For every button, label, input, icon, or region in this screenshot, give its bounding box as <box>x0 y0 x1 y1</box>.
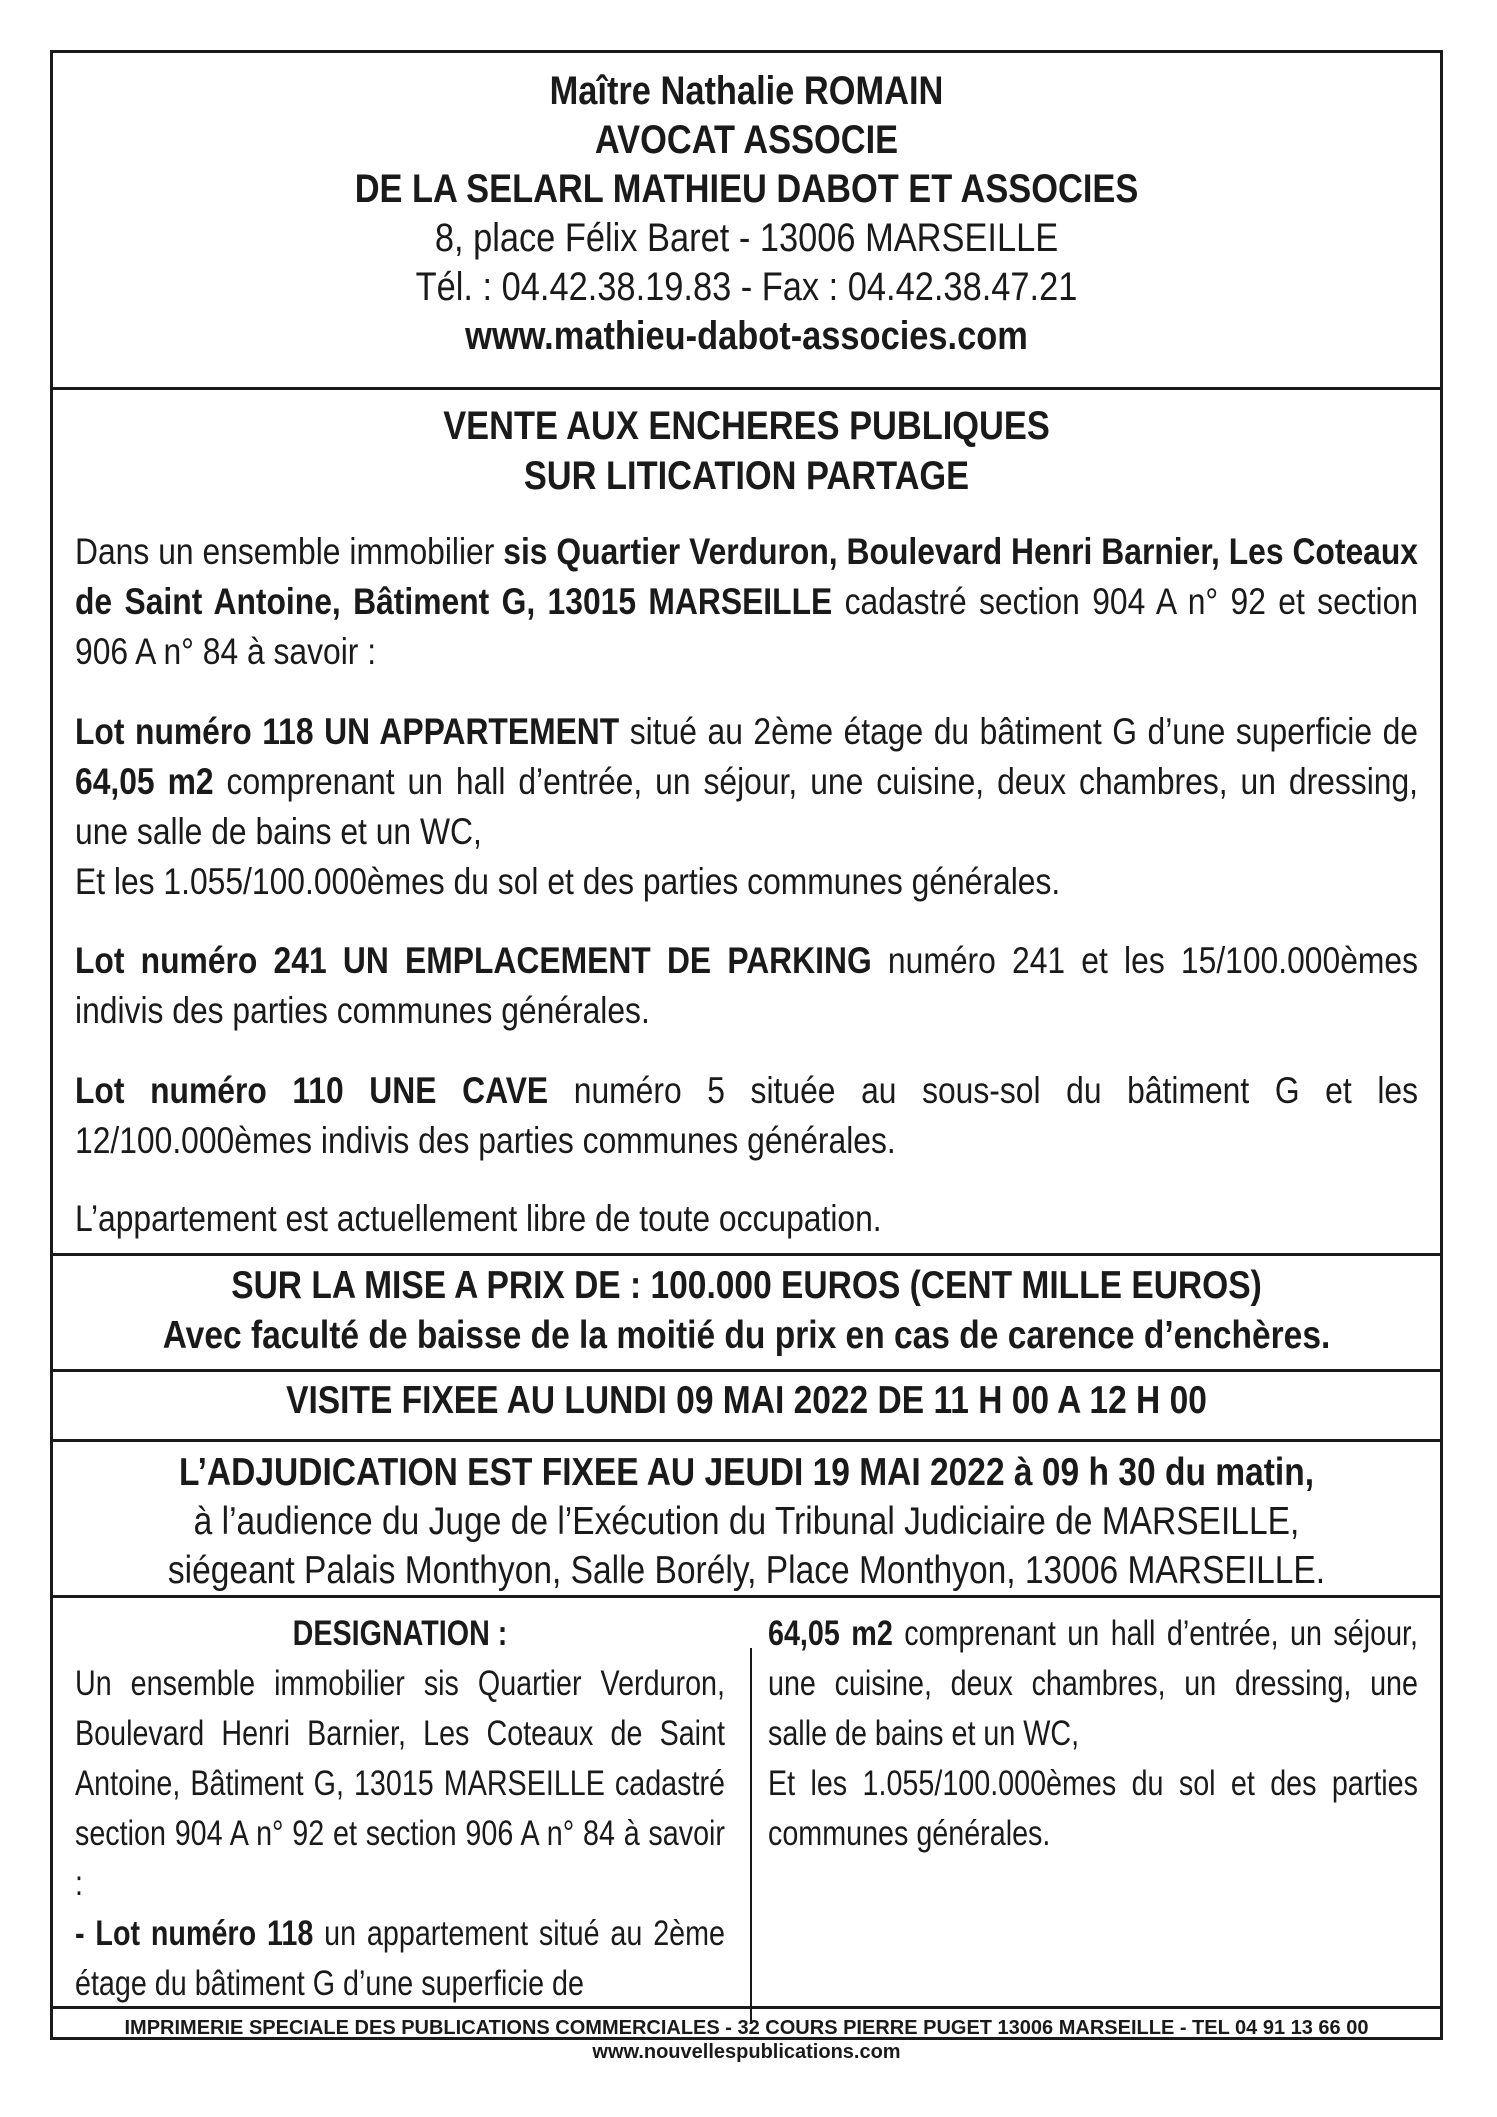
intro-paragraph: Dans un ensemble immobilier sis Quartier Verduron, Boulevard Henri Barnier, Les Coteaux de Saint Antoine, Bâtiment G, 13015 MARSEILLE cadastré section 904 A n° 92 et section 906 A n° 84 à savoir : <box>75 531 1418 672</box>
lawyer-name: Maître Nathalie ROMAIN <box>549 69 944 113</box>
lot-118-paragraph: Lot numéro 118 UN APPARTEMENT situé au 2ème étage du bâtiment G d’une superficie de 64,05 m2 comprenant un hall d’entrée, un séjour, une cuisine, deux chambres, un dressing, une salle de bains et un WC, Et les 1.055/100.000èmes du sol et des parties communes générales. <box>75 711 1419 902</box>
adjudication-section <box>53 1448 1440 1595</box>
price-section <box>53 1261 1440 1361</box>
divider <box>53 1439 1440 1442</box>
court-hearing: à l’audience du Juge de l’Exécution du Tribunal Judiciaire de MARSEILLE, <box>193 1500 1300 1543</box>
lot-241-paragraph: Lot numéro 241 UN EMPLACEMENT DE PARKING numéro 241 et les 15/100.000èmes indivis des parties communes générales. <box>75 940 1418 1031</box>
lawyer-role: AVOCAT ASSOCIE <box>594 118 899 162</box>
price-reduction-note: Avec faculté de baisse de la moitié du prix en cas de carence d’enchères. <box>162 1314 1331 1357</box>
divider <box>53 387 1440 390</box>
firm-address: 8, place Félix Baret - 13006 MARSEILLE <box>434 216 1059 260</box>
designation-lot-label: - Lot numéro 118 <box>75 1914 314 1953</box>
sale-title: VENTE AUX ENCHERES PUBLIQUES <box>443 404 1050 448</box>
occupancy-paragraph: L’appartement est actuellement libre de toute occupation. <box>75 1198 882 1239</box>
law-firm: DE LA SELARL MATHIEU DABOT ET ASSOCIES <box>354 167 1139 211</box>
column-separator <box>750 1648 752 2023</box>
designation-heading: DESIGNATION : <box>292 1614 508 1653</box>
divider <box>53 2006 1440 2009</box>
designation-right-column: 64,05 m2 comprenant un hall d’entrée, un séjour, une cuisine, deux chambres, un dressing, une salle de bains et un WC, Et les 1.055/100.000èmes du sol et des parties communes générales. <box>768 1614 1418 1853</box>
divider <box>53 1369 1440 1372</box>
court-location: siégeant Palais Monthyon, Salle Borély, Place Monthyon, 13006 MARSEILLE. <box>167 1549 1326 1592</box>
sale-section <box>53 401 1440 501</box>
lot-110-paragraph: Lot numéro 110 UNE CAVE numéro 5 située au sous-sol du bâtiment G et les 12/100.000èmes indivis des parties communes générales. <box>75 1070 1418 1161</box>
designation-text: Un ensemble immobilier sis Quartier Verduron, Boulevard Henri Barnier, Les Coteaux de Saint Antoine, Bâtiment G, 13015 MARSEILLE cadastré section 904 A n° 92 et section 906 A n° 84 à savoir : <box>75 1664 725 1903</box>
lot-118-area: 64,05 m2 <box>75 761 214 802</box>
printer-info: IMPRIMERIE SPECIALE DES PUBLICATIONS COMMERCIALES - 32 COURS PIERRE PUGET 13006 MARSEILLE - TEL 04 91 13 66 00 <box>124 2017 1369 2039</box>
designation-left-column: DESIGNATION : Un ensemble immobilier sis Quartier Verduron, Boulevard Henri Barnier, Les Coteaux de Saint Antoine, Bâtiment G, 13015 MARSEILLE cadastré section 904 A n° 92 et section 906 A n° 84 à savoir : - Lot numéro 118 un appartement situé au 2ème étage du bâtiment G d’une superficie de <box>75 1609 725 2009</box>
announcement-frame <box>50 50 1443 2063</box>
divider <box>53 1253 1440 1256</box>
visit-section <box>53 1375 1440 1427</box>
lot-241-label: Lot numéro 241 UN EMPLACEMENT DE PARKING <box>75 940 872 981</box>
printer-footer <box>53 2016 1440 2064</box>
lawyer-header <box>53 67 1440 361</box>
sale-subtitle: SUR LITICATION PARTAGE <box>523 454 970 498</box>
lot-118-label: Lot numéro 118 UN APPARTEMENT <box>75 711 620 752</box>
lot-110-label: Lot numéro 110 UNE CAVE <box>75 1070 549 1111</box>
firm-website[interactable]: www.mathieu-dabot-associes.com <box>465 314 1028 358</box>
firm-phone-fax: Tél. : 04.42.38.19.83 - Fax : 04.42.38.47.21 <box>415 265 1078 309</box>
starting-price: SUR LA MISE A PRIX DE : 100.000 EUROS (CENT MILLE EUROS) <box>231 1264 1262 1307</box>
property-location: sis Quartier Verduron, Boulevard Henri Barnier, Les Coteaux de Saint Antoine, Bâtiment G, 13015 MARSEILLE <box>75 531 1418 622</box>
designation-lot-area: 64,05 m2 <box>768 1614 893 1653</box>
divider <box>53 1595 1440 1598</box>
visit-date: VISITE FIXEE AU LUNDI 09 MAI 2022 DE 11 H 00 A 12 H 00 <box>286 1379 1207 1422</box>
printer-website[interactable]: www.nouvellespublications.com <box>592 2041 901 2063</box>
adjudication-date: L’ADJUDICATION EST FIXEE AU JEUDI 19 MAI 2022 à 09 h 30 du matin, <box>178 1451 1315 1494</box>
